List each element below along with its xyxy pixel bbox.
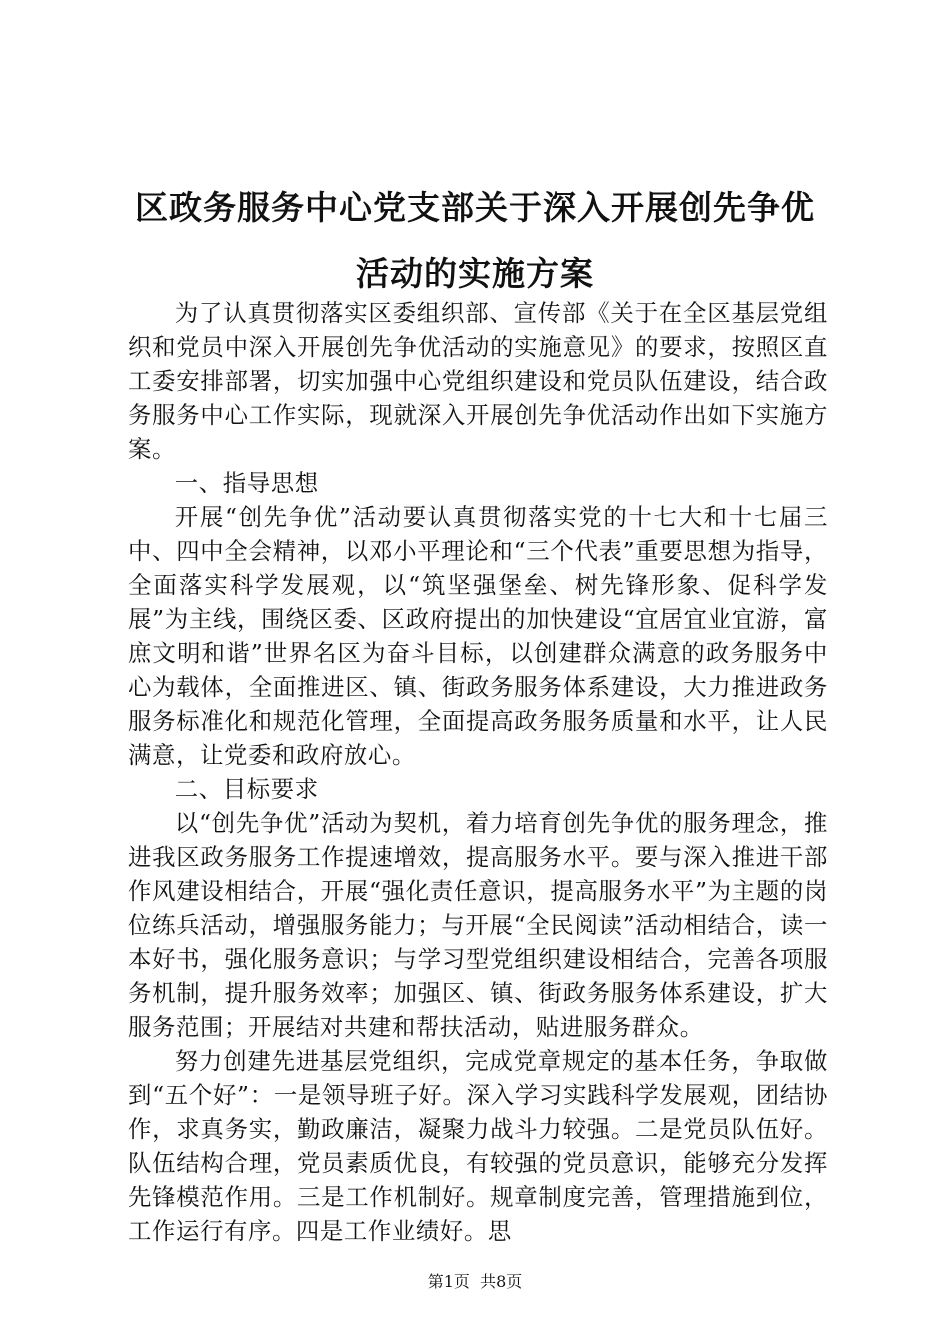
section-heading-guiding-thought: 一、指导思想 — [174, 469, 319, 497]
paragraph-five-goods: 努力创建先进基层党组织，完成党章规定的基本任务，争取做到“五个好”：一是领导班子好。深入学习实践科学发展观，团结协作，求真务实，勤政廉洁，凝聚力战斗力较强。二是党员队伍好。队伍结构合理，党员素质优良，有较强的党员意识，能够充分发挥先锋模范作用。三是工作机制好。规章制度完善，管理措施到位，工作运行有序。四是工作业绩好。思 — [128, 1047, 828, 1245]
document-title-line-2: 活动的实施方案 — [356, 254, 594, 293]
document-title-line-1: 区政务服务中心党支部关于深入开展创先争优 — [135, 188, 815, 227]
page-number-footer: 第1页 共8页 — [427, 1272, 523, 1291]
section-heading-goals: 二、目标要求 — [174, 775, 319, 803]
paragraph-intro: 为了认真贯彻落实区委组织部、宣传部《关于在全区基层党组织和党员中深入开展创先争优活动的实施意见》的要求，按照区直工委安排部署，切实加强中心党组织建设和党员队伍建设，结合政务服务中心工作实际，现就深入开展创先争优活动作出如下实施方案。 — [128, 299, 828, 463]
paragraph-guiding-thought: 开展“创先争优”活动要认真贯彻落实党的十七大和十七届三中、四中全会精神，以邓小平理论和“三个代表”重要思想为指导，全面落实科学发展观，以“筑坚强堡垒、树先锋形象、促科学发展”为主线，围绕区委、区政府提出的加快建设“宜居宜业宜游，富庶文明和谐”世界名区为奋斗目标，以创建群众满意的政务服务中心为载体，全面推进区、镇、街政务服务体系建设，大力推进政务服务标准化和规范化管理，全面提高政务服务质量和水平，让人民满意，让党委和政府放心。 — [128, 503, 828, 769]
paragraph-goals: 以“创先争优”活动为契机，着力培育创先争优的服务理念，推进我区政务服务工作提速增效，提高服务水平。要与深入推进干部作风建设相结合，开展“强化责任意识，提高服务水平”为主题的岗位练兵活动，增强服务能力；与开展“全民阅读”活动相结合，读一本好书，强化服务意识；与学习型党组织建设相结合，完善各项服务机制，提升服务效率；加强区、镇、街政务服务体系建设，扩大服务范围；开展结对共建和帮扶活动，贴进服务群众。 — [128, 809, 828, 1041]
document-body — [128, 296, 828, 1248]
